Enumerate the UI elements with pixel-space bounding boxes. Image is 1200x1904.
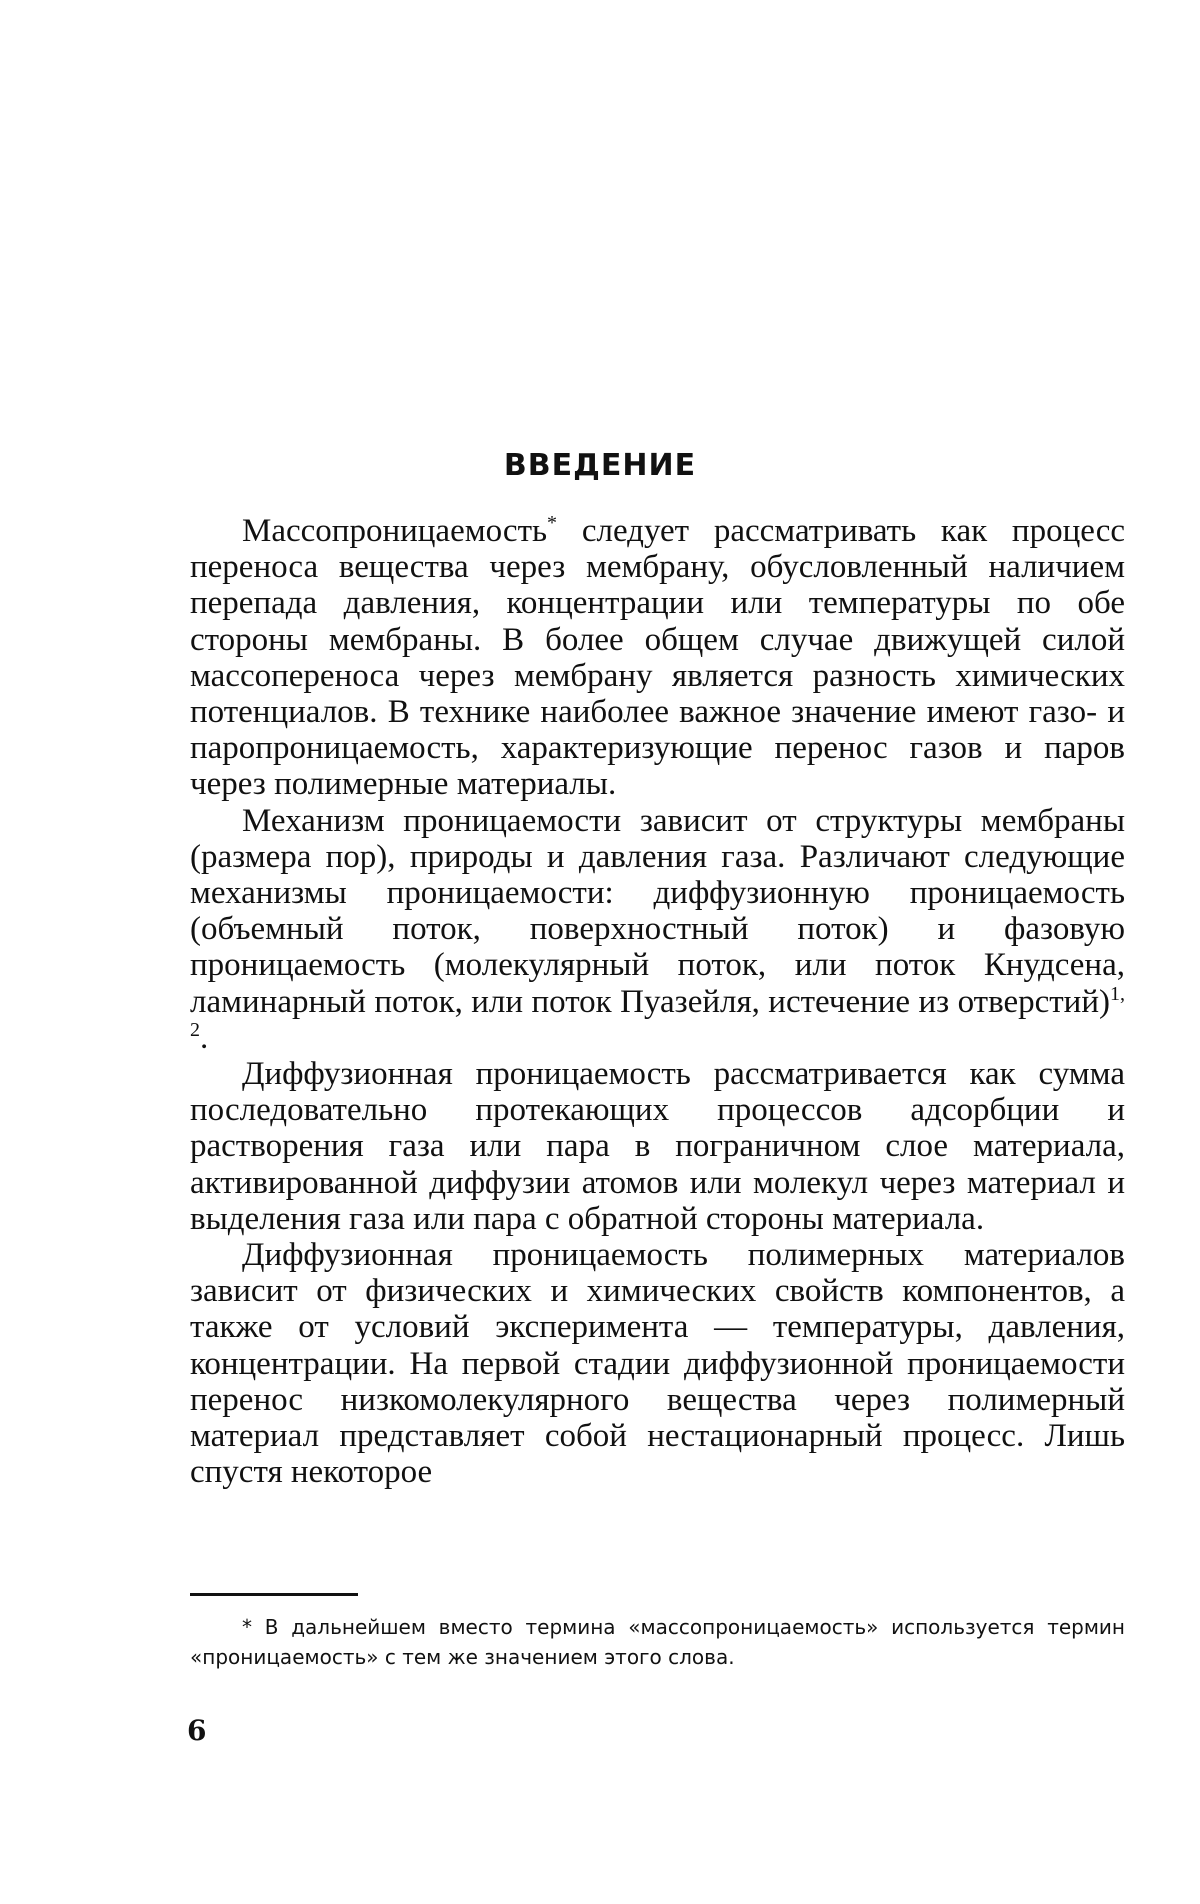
paragraph-2 — [190, 803, 1125, 1056]
footnote-marker-bottom: * — [242, 1615, 252, 1639]
paragraph-1-text: следует рассматривать как процесс переноса вещества через мембрану, обусловленный наличием перепада давления, концентрации или температуры по обе стороны мембраны. В более общем случае движущей силой массопереноса через мембрану является разность химических потенциалов. В технике наиболее важное значение имеют газо- и паропроницаемость, характеризующие перенос газов и паров через полимерные материалы. — [190, 513, 1125, 803]
footnote-text: В дальнейшем вместо термина «массопроницаемость» используется термин «проницаемость» с тем же значением этого слова. — [190, 1615, 1125, 1669]
paragraph-3: Диффузионная проницаемость рассматривается как сумма последовательно протекающих процессов адсорбции и растворения газа или пара в пограничном слое материала, активированной диффузии атомов или молекул через материал и выделения газа или пара с обратной стороны материала. — [190, 1056, 1125, 1237]
paragraph-1 — [190, 513, 1125, 803]
footnote-divider — [190, 1593, 358, 1596]
page-number: 6 — [187, 1714, 207, 1747]
footnote-paragraph — [190, 1612, 1125, 1672]
paragraph-1-lead: Массопроницаемость — [242, 513, 548, 549]
paragraph-2-tail: . — [200, 1019, 209, 1056]
footnote-marker: * — [547, 512, 558, 534]
reference-numbers: 1, 2 — [190, 982, 1125, 1041]
footnote — [190, 1612, 1125, 1672]
body-text — [190, 513, 1125, 1490]
page-title: ВВЕДЕНИЕ — [503, 448, 697, 483]
paragraph-4: Диффузионная проницаемость полимерных материалов зависит от физических и химических свойств компонентов, а также от условий эксперимента — температуры, давления, концентрации. На первой стадии диффузионной проницаемости перенос низкомолекулярного вещества через полимерный материал представляет собой нестационарный процесс. Лишь спустя некоторое — [190, 1237, 1125, 1491]
paragraph-2-text: Механизм проницаемости зависит от структуры мембраны (размера пор), природы и давления газа. Различают следующие механизмы проницаемости: диффузионную проницаемость (объемный поток, поверхностный поток) и фазовую проницаемость (молекулярный поток, или поток Кнудсена, ламинарный поток, или поток Пуазейля, истечение из отверстий) — [190, 802, 1125, 1020]
